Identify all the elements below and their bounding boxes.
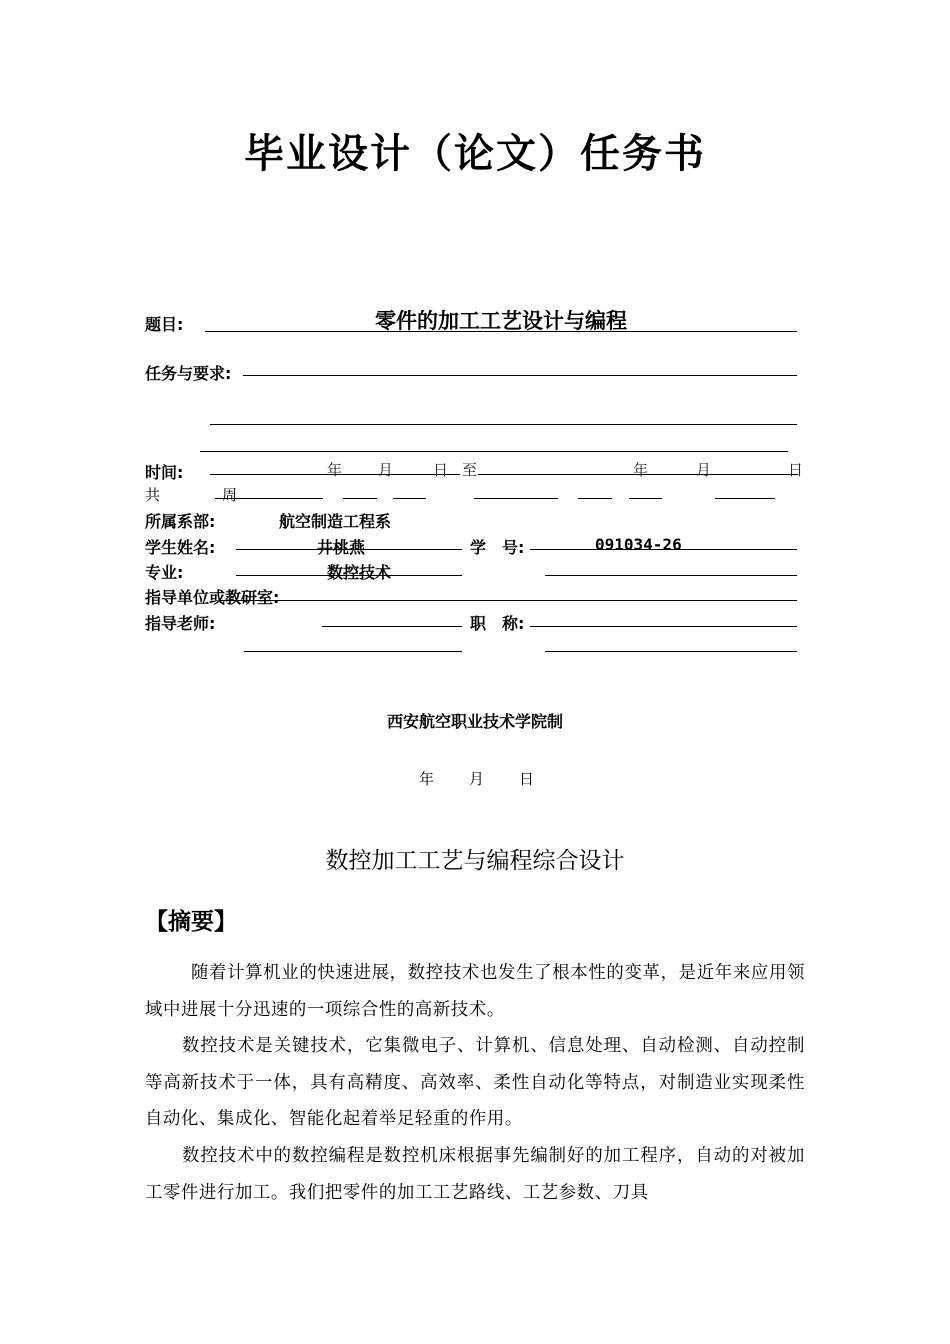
footer-month: 月	[469, 770, 485, 788]
advisor-label: 指导老师:	[145, 614, 216, 633]
abstract-paragraph-2: 数控技术是关键技术，它集微电子、计算机、信息处理、自动检测、自动控制等高新技术于一体，具有高精度、高效率、柔性自动化等特点，对制造业实现柔性自动化、集成化、智能化起着举足轻重的作用。	[145, 1036, 805, 1129]
institution-footer: 西安航空职业技术学院制	[386, 712, 563, 731]
advisor-line-2	[244, 651, 462, 652]
student-number-label: 学 号:	[470, 538, 525, 557]
student-number-line	[530, 549, 797, 550]
major-line	[236, 575, 462, 576]
student-name-value: 井桃燕	[317, 538, 366, 557]
weeks-line-7	[715, 498, 775, 499]
time-to: 至	[462, 461, 478, 479]
section-heading: 数控加工工艺与编程综合设计	[325, 848, 625, 874]
major-right-line	[545, 575, 797, 576]
time-day-start: 日	[433, 461, 449, 479]
time-day-end: 日	[788, 461, 804, 479]
time-year-start: 年	[327, 461, 343, 479]
time-month-start: 月	[378, 461, 394, 479]
weeks-line-6	[629, 498, 662, 499]
requirements-line-3	[200, 451, 788, 452]
department-value: 航空制造工程系	[279, 512, 392, 531]
footer-year: 年	[419, 770, 435, 788]
subject-underline	[205, 331, 797, 332]
document-title: 毕业设计（论文）任务书	[244, 131, 706, 177]
abstract-paragraph-1: 随着计算机业的快速进展，数控技术也发生了根本性的变革，是近年来应用领域中进展十分迅速的一项综合性的高新技术。	[145, 963, 805, 1020]
time-year-end: 年	[633, 461, 649, 479]
footer-day: 日	[519, 770, 535, 788]
time-label: 时间:	[145, 463, 184, 482]
abstract-label: 【摘要】	[145, 909, 237, 935]
weeks-line-3	[393, 498, 426, 499]
major-label: 专业:	[145, 563, 184, 582]
student-number-value: 091034-26	[595, 535, 682, 554]
unit-label: 指导单位或教研室:	[145, 588, 280, 607]
student-name-line	[236, 549, 462, 550]
advisor-line	[322, 626, 462, 627]
requirements-line-1	[243, 375, 797, 376]
weeks-line-4	[474, 498, 558, 499]
weeks-line-1	[215, 498, 323, 499]
subject-value: 零件的加工工艺设计与编程	[375, 309, 627, 333]
unit-line	[220, 600, 797, 601]
abstract-paragraph-3: 数控技术中的数控编程是数控机床根据事先编制好的加工程序，自动的对被加工零件进行加工。我们把零件的加工工艺路线、工艺参数、刀具	[145, 1146, 805, 1203]
weeks-line-2	[343, 498, 377, 499]
student-name-label: 学生姓名:	[145, 538, 216, 557]
weeks-label: 周	[222, 486, 238, 504]
total-label: 共	[145, 486, 161, 504]
academic-title-line	[530, 626, 797, 627]
requirements-label: 任务与要求:	[145, 364, 232, 383]
academic-title-label: 职 称:	[470, 614, 525, 633]
department-label: 所属系部:	[145, 512, 216, 531]
major-value: 数控技术	[327, 563, 392, 582]
weeks-line-5	[578, 498, 612, 499]
subject-label: 题目:	[145, 315, 184, 334]
requirements-line-2	[210, 424, 797, 425]
academic-title-line-2	[545, 651, 797, 652]
time-month-end: 月	[696, 461, 712, 479]
